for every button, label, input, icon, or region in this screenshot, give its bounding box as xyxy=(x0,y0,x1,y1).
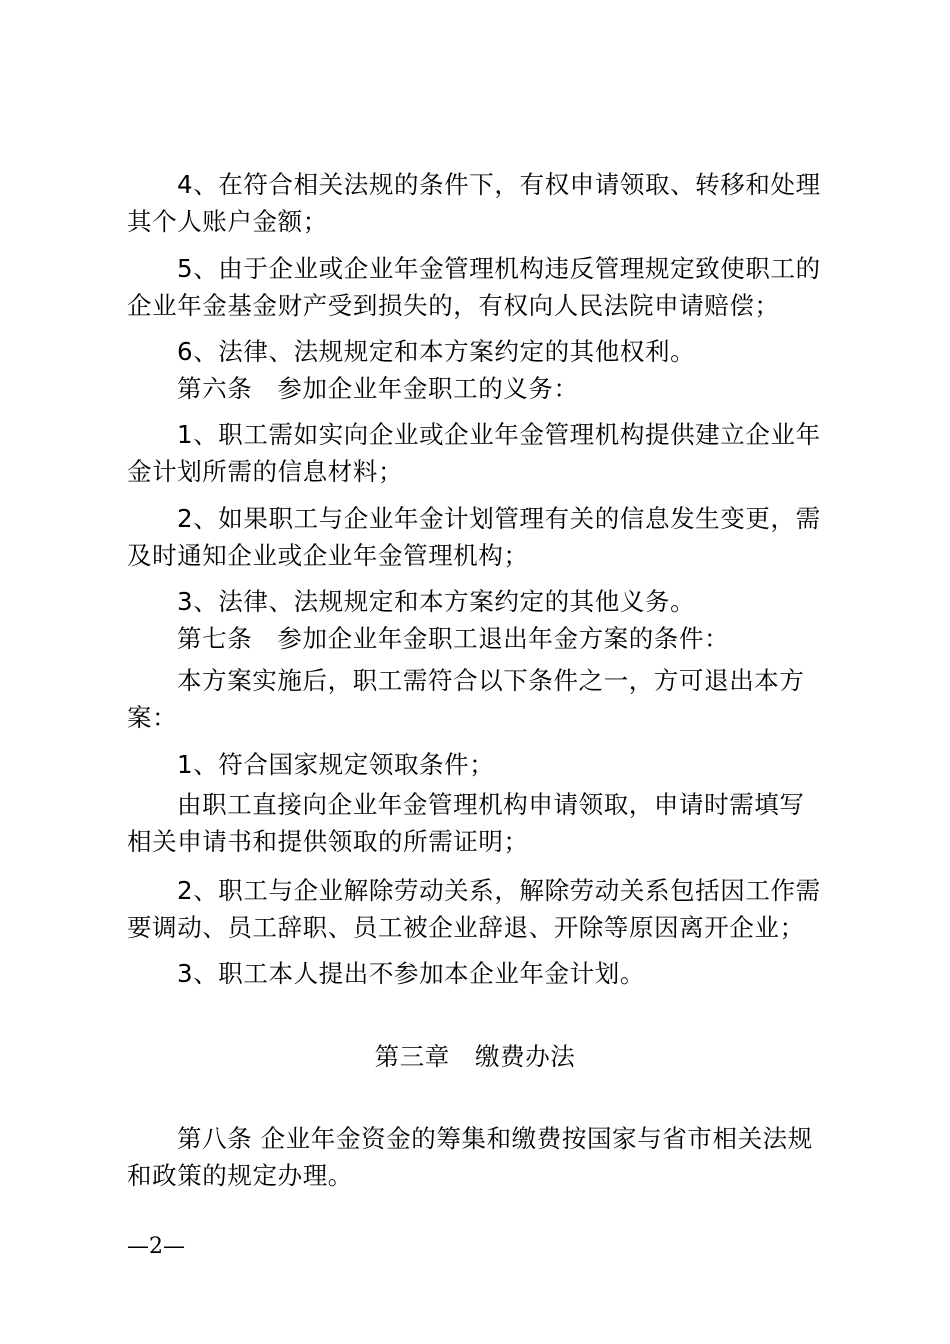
paragraph-right-5: 5、由于企业或企业年金管理机构违反管理规定致使职工的企业年金基金财产受到损失的，有权向人民法院申请赔偿； xyxy=(127,254,821,320)
article-7-heading: 第七条 参加企业年金职工退出年金方案的条件： xyxy=(177,624,730,653)
chapter-heading: 第三章 缴费办法 xyxy=(374,1042,576,1071)
paragraph-exit-1: 1、符合国家规定领取条件； xyxy=(177,750,495,779)
paragraph-right-4: 4、在符合相关法规的条件下，有权申请领取、转移和处理其个人账户金额； xyxy=(127,170,821,236)
paragraph-duty-3: 3、法律、法规规定和本方案约定的其他义务。 xyxy=(177,587,696,616)
paragraph-exit-intro: 本方案实施后，职工需符合以下条件之一，方可退出本方案： xyxy=(127,666,805,732)
paragraph-exit-2: 2、职工与企业解除劳动关系，解除劳动关系包括因工作需要调动、员工辞职、员工被企业辞退、开除等原因离开企业； xyxy=(127,876,821,942)
paragraph-duty-1: 1、职工需如实向企业或企业年金管理机构提供建立企业年金计划所需的信息材料； xyxy=(127,420,821,486)
paragraph-exit-3: 3、职工本人提出不参加本企业年金计划。 xyxy=(177,959,645,988)
paragraph-right-6: 6、法律、法规规定和本方案约定的其他权利。 xyxy=(177,337,696,366)
paragraph-duty-2: 2、如果职工与企业年金计划管理有关的信息发生变更，需及时通知企业或企业年金管理机构； xyxy=(127,504,821,570)
article-6-heading: 第六条 参加企业年金职工的义务： xyxy=(177,374,579,403)
article-8-paragraph: 第八条 企业年金资金的筹集和缴费按国家与省市相关法规和政策的规定办理。 xyxy=(127,1124,813,1190)
paragraph-exit-1-detail: 由职工直接向企业年金管理机构申请领取，申请时需填写相关申请书和提供领取的所需证明； xyxy=(127,790,805,856)
page-number: —2— xyxy=(127,1234,185,1259)
